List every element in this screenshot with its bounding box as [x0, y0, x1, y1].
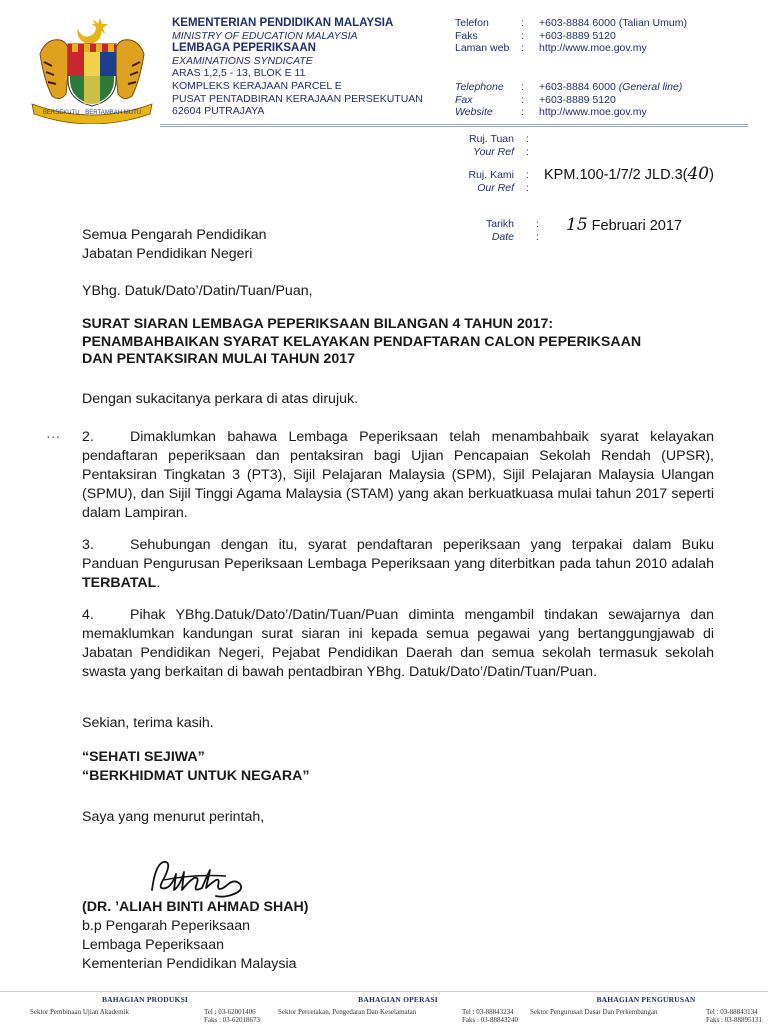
footer-tel: Tel : 03-88843134: [706, 1008, 758, 1016]
handwritten-ref-number: 40: [687, 164, 710, 184]
ref-colon: :: [536, 218, 539, 230]
contact-label: Telephone: [455, 81, 504, 93]
footer-fax: Faks : 03-88843240: [462, 1016, 518, 1024]
contact-value: http://www.moe.gov.my: [539, 106, 647, 119]
paragraph-text: Dimaklumkan bahawa Lembaga Peperiksaan telah menambahbaik syarat kelayakan pendaftaran peperiksaan dan pentaksiran bagi Ujian Pencapaian Sekolah Rendah (UPSR), Pentaksiran Tingkatan 3 (PT3), Sijil Pelajaran Malaysia (SPM), Sijil Pelajaran Malaysia Ulangan (SPMU), dan Sijil Tinggi Agama Malaysia (STAM) yang akan berkuatkuasa mulai tahun 2017 seperti dalam Lampiran.: [82, 429, 714, 521]
closing: Sekian, terima kasih.: [82, 715, 214, 731]
margin-mark: ···: [46, 429, 61, 445]
subject-line: SURAT SIARAN LEMBAGA PEPERIKSAAN BILANGAN 4 TAHUN 2017:: [82, 316, 554, 332]
contact-value-note: (General line): [618, 81, 683, 93]
org-line: KEMENTERIAN PENDIDIKAN MALAYSIA: [172, 17, 394, 29]
footer-fax: Faks : 03-88895131: [706, 1016, 762, 1024]
signature-image: [144, 850, 274, 900]
contact-label: Website: [455, 106, 493, 119]
salutation: YBhg. Datuk/Dato’/Datin/Tuan/Puan,: [82, 283, 313, 299]
sign-off: Saya yang menurut perintah,: [82, 809, 265, 825]
footer-tel: Tel : 03-88843234: [462, 1008, 514, 1016]
recipient-line: Jabatan Pendidikan Negeri: [82, 246, 253, 262]
footer-column-operasi: [278, 995, 518, 1024]
contact-value: +603-8884 6000: [539, 81, 619, 93]
org-line: ARAS 1,2,5 - 13, BLOK E 11: [172, 67, 306, 80]
footer-heading: BAHAGIAN OPERASI: [358, 995, 438, 1004]
footer-sector: Sektor Pengurusan Dasar Dan Perkembangan: [530, 1008, 658, 1016]
footer-column-pengurusan: [530, 995, 762, 1024]
slogan-line: “BERKHIDMAT UNTUK NEGARA”: [82, 768, 310, 784]
ref-colon: :: [536, 231, 539, 243]
contact-label: Telefon: [455, 17, 489, 29]
signer-name: (DR. ’ALIAH BINTI AHMAD SHAH): [82, 899, 309, 915]
contact-label: Laman web: [455, 42, 510, 55]
subject-block: [82, 316, 641, 369]
contacts-malay: Telefon : +603-8884 6000 (Talian Umum) Faks : +603-8889 5120 Laman web : http://www.moe.gov.my: [455, 17, 687, 55]
emphasis-text: TERBATAL: [82, 575, 157, 591]
org-line: 62604 PUTRAJAYA: [172, 105, 265, 118]
signer-line: Kementerian Pendidikan Malaysia: [82, 956, 297, 972]
motto-text-right: BERTAMBAH MUTU: [85, 110, 142, 116]
subject-line: DAN PENTAKSIRAN MULAI TAHUN 2017: [82, 351, 355, 367]
footer-heading: BAHAGIAN PRODUKSI: [101, 995, 189, 1004]
footer-tel: Tel : 03-62001406: [204, 1008, 256, 1016]
paragraph-2: [82, 428, 714, 523]
footer-sector: Sektor Percetakan, Pengedaran Dan Keselamatan: [278, 1008, 417, 1016]
coat-of-arms-logo: [28, 14, 156, 124]
organisation-block: [172, 17, 423, 118]
handwritten-day: 15: [566, 215, 588, 235]
paragraph-number: 2.: [82, 429, 94, 445]
recipient-line: Semua Pengarah Pendidikan: [82, 227, 267, 243]
signer-block: [82, 898, 308, 974]
svg-text:BERSEKUTU BERTAMBAH MUTU: [43, 110, 141, 116]
paragraph-number: 4.: [82, 607, 94, 623]
paragraph-text: Pihak YBhg.Datuk/Dato’/Datin/Tuan/Puan diminta mengambil tindakan sewajarnya dan memaklumkan kandungan surat siaran ini kepada semua pegawai yang bertanggungjawab di Jabatan Pendidikan Negeri, Pejabat Pendidikan Daerah dan semua sekolah termasuk sekolah swasta yang berkaitan di bawah pentadbiran YBhg. Datuk/Dato’/Datin/Tuan/Puan.: [82, 607, 714, 680]
org-line: PUSAT PENTADBIRAN KERAJAAN PERSEKUTUAN: [172, 92, 423, 105]
motto-text-left: BERSEKUTU: [42, 110, 80, 116]
paragraph-1: Dengan sukacitanya perkara di atas dirujuk.: [82, 391, 359, 407]
letterhead-divider: [160, 126, 748, 127]
your-ref-label: Ruj. Tuan Your Ref: [469, 133, 514, 158]
paragraph-number: 3.: [82, 537, 94, 553]
org-line: MINISTRY OF EDUCATION MALAYSIA: [172, 29, 358, 42]
contact-label: Faks: [455, 29, 478, 42]
ref-colon: :: [526, 133, 529, 145]
contact-label: Fax: [455, 93, 473, 106]
contact-value: +603-8889 5120: [539, 93, 616, 106]
paragraph-text: Sehubungan dengan itu, syarat pendaftaran peperiksaan yang terpakai dalam Buku Panduan Pengurusan Peperiksaan Lembaga Peperiksaan yang diterbitkan pada tahun 2010 adalah: [82, 537, 714, 572]
ref-colon: :: [526, 146, 529, 158]
our-ref-label: Ruj. Kami Our Ref: [468, 169, 514, 194]
footer-heading: BAHAGIAN PENGURUSAN: [596, 995, 696, 1004]
date-value: 15 Februari 2017: [566, 215, 682, 235]
signer-line: Lembaga Peperiksaan: [82, 937, 224, 953]
our-ref-value: KPM.100-1/7/2 JLD.3(40): [544, 164, 714, 184]
org-line: LEMBAGA PEPERIKSAAN: [172, 42, 316, 55]
org-line: EXAMINATIONS SYNDICATE: [172, 54, 313, 67]
ref-colon: :: [526, 182, 529, 194]
footer-divider: [0, 991, 768, 992]
letterhead-divider: [160, 124, 748, 125]
footer-fax: Faks : 03-62018673: [204, 1016, 260, 1024]
ref-colon: :: [526, 169, 529, 181]
footer-column-produksi: [30, 995, 260, 1024]
slogan-block: [82, 748, 310, 786]
contact-value: +603-8889 5120: [539, 29, 616, 42]
footer-sector: Sektor Pembinaan Ujian Akademik: [30, 1008, 129, 1016]
date-label: Tarikh Date: [485, 218, 514, 243]
paragraph-3: 3. Sehubungan dengan itu, syarat pendaftaran peperiksaan yang terpakai dalam Buku Panduan Pengurusan Peperiksaan Lembaga Peperiksaan yang diterbitkan pada tahun 2010 adalah TERBATAL.: [82, 537, 714, 591]
contact-value: http://www.moe.gov.my: [539, 42, 647, 55]
recipient-block: [82, 226, 267, 264]
org-line: KOMPLEKS KERAJAAN PARCEL E: [172, 79, 342, 92]
contact-value: +603-8884 6000 (Talian Umum): [539, 17, 687, 29]
paragraph-4: [82, 606, 714, 682]
slogan-line: “SEHATI SEJIWA”: [82, 749, 205, 765]
signer-line: b.p Pengarah Peperiksaan: [82, 918, 251, 934]
contacts-english: Telephone : +603-8884 6000 (General line) Fax : +603-8889 5120 Website : http://www.moe.gov.my: [455, 81, 683, 119]
subject-line: PENAMBAHBAIKAN SYARAT KELAYAKAN PENDAFTARAN CALON PEPERIKSAAN: [82, 333, 642, 350]
